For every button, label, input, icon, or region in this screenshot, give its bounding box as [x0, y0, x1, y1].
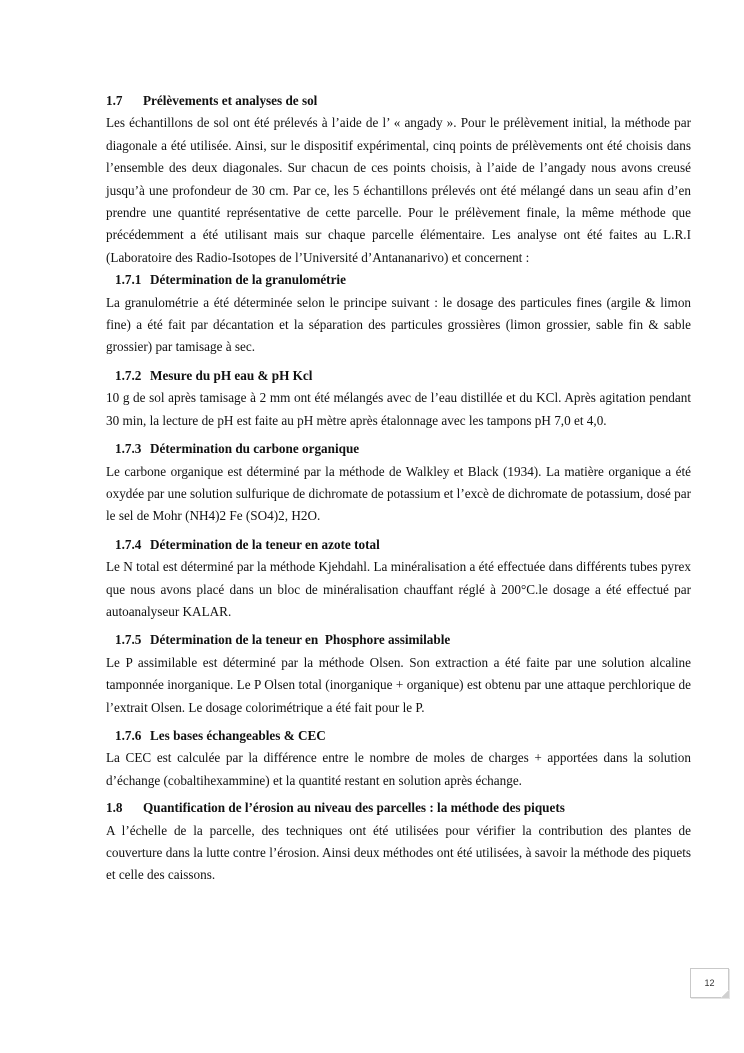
section-number: 1.7.2 [115, 367, 142, 383]
section-heading-1-7-3 [106, 438, 691, 460]
section-body-1-7: Les échantillons de sol ont été prélevés à l’aide de l’ « angady ». Pour le prélèvement initial, la méthode par diagonale a été utilisée. Ainsi, sur le dispositif expérimental, cinq points de prélèvements ont été choisis dans l’ensemble des deux diagonales. Sur chacun de ces points choisis, à l’aide de l’angady nous avons creusé jusqu’à une profondeur de 30 cm. Par ce, les 5 échantillons prélevés ont été mélangé dans un seau afin d’en prendre une quantité représentative de cette parcelle. Pour le prélèvement finale, la même méthode que précédemment a été utilisant mais sur chaque parcelle élémentaire. Les analyse ont été faites au L.R.I (Laboratoire des Radio-Isotopes de l’Université d’Antananarivo) et concernent : [106, 115, 691, 265]
section-body-1-8: A l’échelle de la parcelle, des techniques ont été utilisées pour vérifier la contribution des plantes de couverture dans la lutte contre l’érosion. Ainsi deux méthodes ont été utilisées, à savoir la méthode des piquets et celle des caissons. [106, 822, 691, 883]
section-title: Détermination de la teneur en azote total [150, 536, 380, 552]
section-body-1-7-3: Le carbone organique est déterminé par la méthode de Walkley et Black (1934). La matière organique a été oxydée par une solution sulfurique de dichromate de potassium et l’excè de dichromate de potassium, dosé par le sel de Mohr (NH4)2 Fe (SO4)2, H2O. [106, 463, 691, 524]
section-title: Mesure du pH eau & pH Kcl [150, 367, 313, 383]
section-body-1-7-5: Le P assimilable est déterminé par la méthode Olsen. Son extraction a été faite par une solution alcaline tamponnée inorganique. Le P Olsen total (inorganique + organique) est obtenu par une attaque perchlorique de l’extrait Olsen. Le dosage colorimétrique a été fait pour le P. [106, 654, 691, 715]
section-heading-1-7-1 [106, 269, 691, 291]
document-page [106, 90, 691, 887]
section-title: Les bases échangeables & CEC [150, 727, 326, 743]
section-heading-1-7-2 [106, 365, 691, 387]
section-body-1-7-4: Le N total est déterminé par la méthode Kjehdahl. La minéralisation a été effectuée dans différents tubes pyrex que nous avons placé dans un bloc de minéralisation chauffant réglé à 200°C.le dosage a été effectué par autoanalyseur KALAR. [106, 559, 691, 619]
section-number: 1.7 [106, 93, 123, 108]
section-body-1-7-2: 10 g de sol après tamisage à 2 mm ont été mélangés avec de l’eau distillée et du KCl. Après agitation pendant 30 min, la lecture de pH est faite au pH mètre après étalonnage avec les tampons pH 7,0 et 4,0. [106, 390, 691, 428]
section-number: 1.7.1 [115, 272, 142, 288]
page-number: 12 [690, 968, 729, 998]
section-heading-1-8 [106, 797, 691, 819]
section-number: 1.7.3 [115, 441, 142, 457]
section-body-1-7-1: La granulométrie a été déterminée selon le principe suivant : le dosage des particules fines (argile & limon fine) a été fait par décantation et la séparation des particules grossières (limon grossier, sable fin & sable grossier) par tamisage à sec. [106, 294, 691, 355]
section-title: Prélèvements et analyses de sol [143, 93, 318, 108]
section-title: Quantification de l’érosion au niveau des parcelles : la méthode des piquets [143, 800, 565, 816]
section-title: Détermination du carbone organique [150, 441, 360, 457]
section-body-1-7-6: La CEC est calculée par la différence entre le nombre de moles de charges + apportées dans la solution d’échange (cobaltihexammine) et la quantité restant en solution après échange. [106, 750, 691, 788]
section-heading-1-7-6 [106, 725, 691, 747]
section-heading-1-7-4 [106, 534, 691, 556]
section-number: 1.7.6 [115, 727, 142, 743]
section-heading-1-7-5 [106, 629, 691, 651]
section-title: Détermination de la granulométrie [150, 272, 346, 288]
section-number: 1.7.5 [115, 632, 142, 648]
section-number: 1.8 [106, 800, 123, 816]
section-heading-1-7 [106, 90, 691, 112]
section-number: 1.7.4 [115, 536, 142, 552]
section-title: Détermination de la teneur en Phosphore assimilable [150, 632, 451, 648]
